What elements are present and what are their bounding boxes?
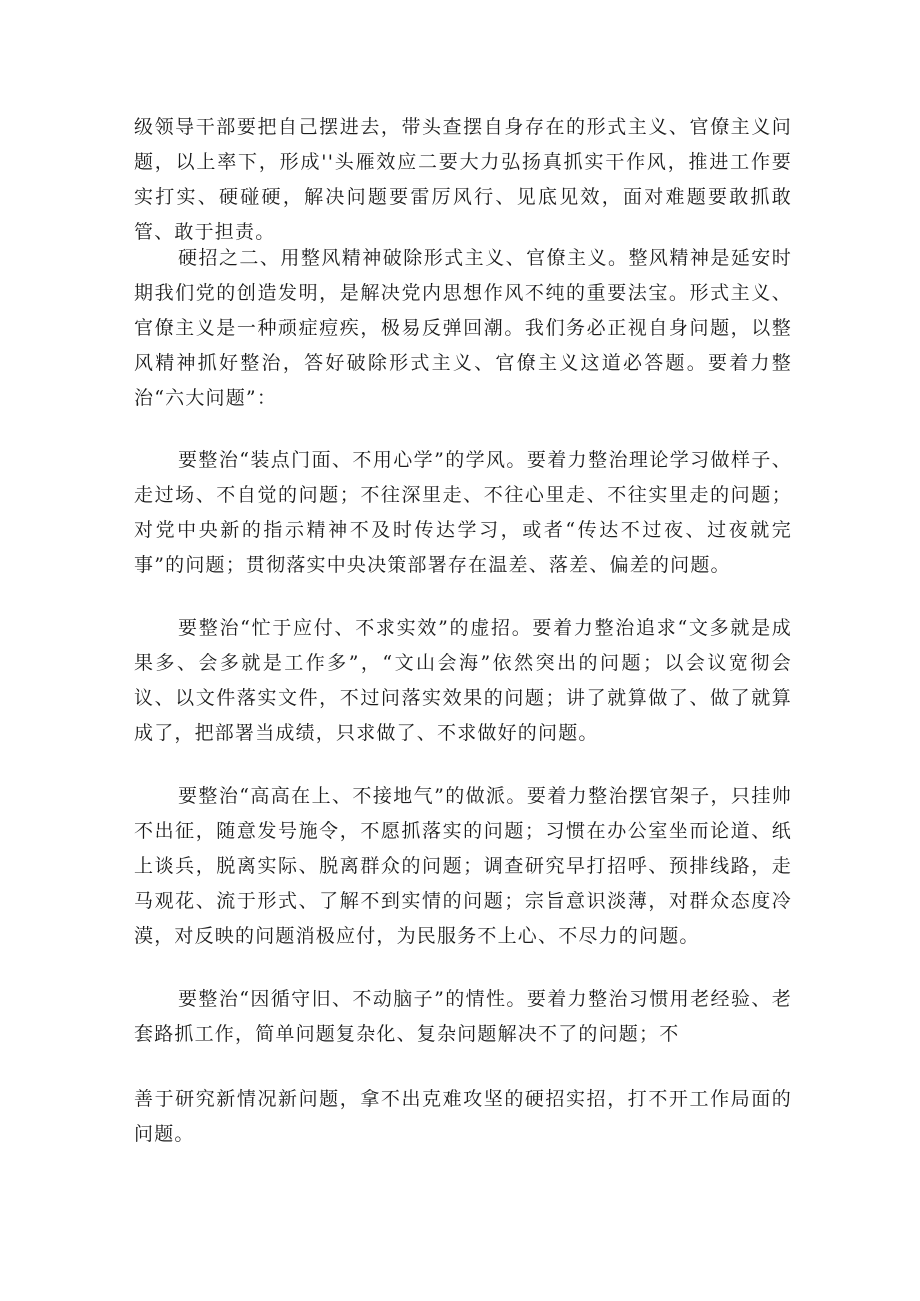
paragraph-5: 要整治“高高在上、不接地气”的做派。要着力整治摆官架子，只挂帅不出征，随意发号施令，不愿抓落实的问题；习惯在办公室坐而论道、纸上谈兵，脱离实际、脱离群众的问题；调查研究早打招呼、预排线路，走马观花、流于形式、了解不到实情的问题；宗旨意识淡薄，对群众态度冷漠，对反映的问题消极应付，为民服务不上心、不尽力的问题。 (134, 785, 792, 947)
paragraph-6: 要整治“因循守旧、不动脑子”的情性。要着力整治习惯用老经验、老套路抓工作，简单问题复杂化、复杂问题解决不了的问题；不 (134, 988, 792, 1045)
paragraph-2: 硬招之二、用整风精神破除形式主义、官僚主义。整风精神是延安时期我们党的创造发明，是解决党内思想作风不纯的重要法宝。形式主义、官僚主义是一种顽症痘疾，极易反弹回潮。我们务必正视自身问题，以整风精神抓好整治，答好破除形式主义、官僚主义这道必答题。要着力整治“六大问题”： (134, 247, 792, 409)
paragraph-1: 级领导干部要把自己摆进去，带头查摆自身存在的形式主义、官僚主义问题，以上率下，形成''头雁效应二要大力弘扬真抓实干作风，推进工作要实打实、硬碰硬，解决问题要雷厉风行、见底见效，面对难题要敢抓敢管、敢于担责。 (134, 116, 792, 243)
paragraph-3: 要整治“装点门面、不用心学”的学风。要着力整治理论学习做样子、走过场、不自觉的问题；不往深里走、不往心里走、不往实里走的问题；对党中央新的指示精神不及时传达学习，或者“传达不过夜、过夜就完事”的问题；贯彻落实中央决策部署存在温差、落差、偏差的问题。 (134, 449, 792, 576)
paragraph-7: 善于研究新情况新问题，拿不出克难攻坚的硬招实招，打不开工作局面的问题。 (134, 1088, 792, 1145)
paragraph-4: 要整治“忙于应付、不求实效”的虚招。要着力整治追求“文多就是成果多、会多就是工作多”，“文山会海”依然突出的问题；以会议宽彻会议、以文件落实文件，不过问落实效果的问题；讲了就算做了、做了就算成了，把部署当成绩，只求做了、不求做好的问题。 (134, 617, 792, 744)
